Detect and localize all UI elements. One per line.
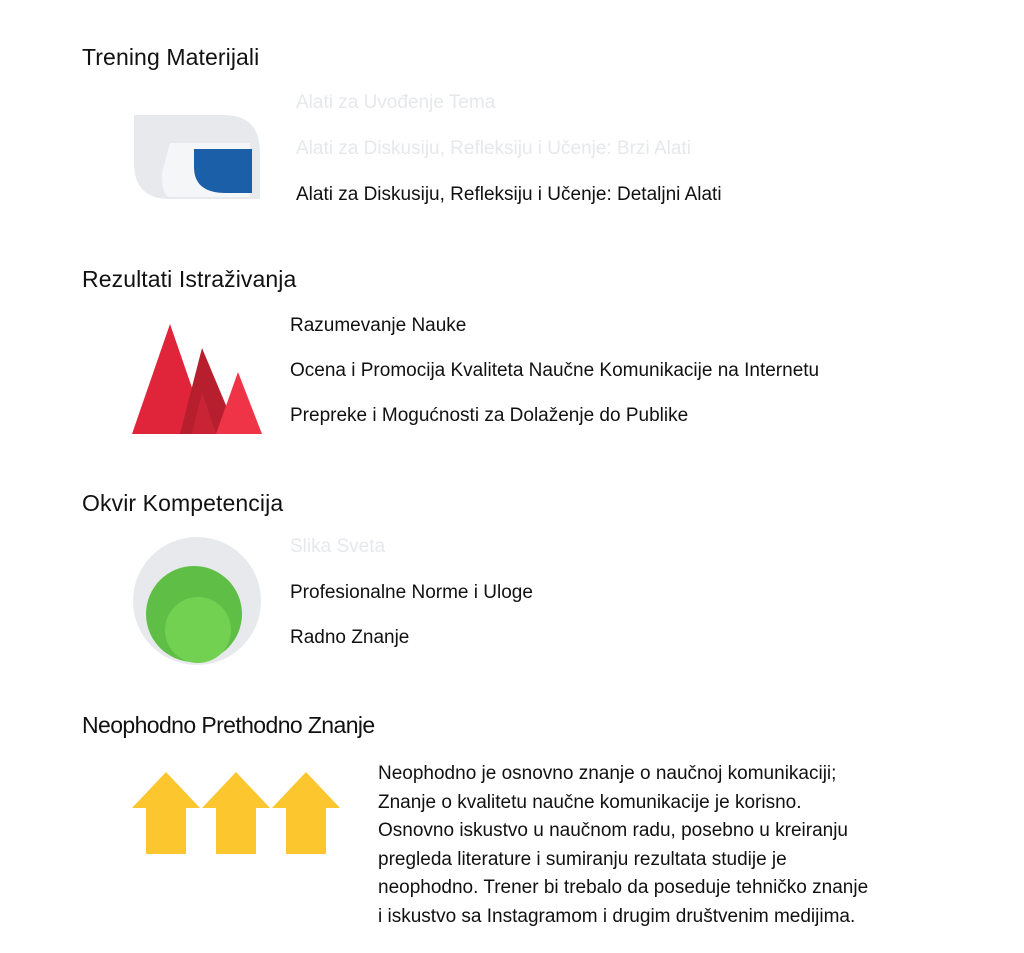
paragraph-line: i iskustvo sa Instagramom i drugim društvenim medijima. bbox=[378, 905, 856, 927]
section-title-prerequisite-knowledge: Neophodno Prethodno Znanje bbox=[82, 712, 375, 738]
link-radno-znanje[interactable]: Radno Znanje bbox=[290, 627, 410, 648]
paragraph-line: neophodno. Trener bi trebalo da poseduje tehničko znanje bbox=[378, 877, 869, 898]
circles-icon bbox=[132, 536, 262, 666]
section-title-training-materials: Trening Materijali bbox=[82, 44, 260, 70]
leaf-icon bbox=[132, 113, 262, 203]
arrows-up-icon bbox=[132, 770, 342, 856]
paragraph-line: Znanje o kvalitetu naučne komunikacije je korisno. bbox=[378, 791, 802, 813]
paragraph-line: pregleda literature i sumiranju rezultata studije je bbox=[378, 848, 787, 870]
prerequisite-paragraph bbox=[378, 760, 978, 931]
link-ocena-promocija[interactable]: Ocena i Promocija Kvaliteta Naučne Komunikacije na Internetu bbox=[290, 360, 820, 381]
link-slika-sveta[interactable]: Slika Sveta bbox=[290, 536, 386, 557]
section-title-research-results: Rezultati Istraživanja bbox=[82, 266, 297, 292]
link-prepreke-mogucnosti[interactable]: Prepreke i Mogućnosti za Dolaženje do Publike bbox=[290, 405, 689, 426]
link-alati-brzi[interactable]: Alati za Diskusiju, Refleksiju i Učenje: Brzi Alati bbox=[296, 138, 691, 159]
paragraph-line: Osnovno iskustvo u naučnom radu, posebno u kreiranju bbox=[378, 820, 848, 841]
paragraph-line: Neophodno je osnovno znanje o naučnoj komunikaciji; bbox=[378, 763, 837, 784]
link-profesionalne-norme[interactable]: Profesionalne Norme i Uloge bbox=[290, 582, 533, 603]
link-alati-uvodjenje-tema[interactable]: Alati za Uvođenje Tema bbox=[296, 92, 496, 113]
section-title-competence-framework: Okvir Kompetencija bbox=[82, 490, 284, 516]
link-alati-detaljni[interactable]: Alati za Diskusiju, Refleksiju i Učenje: Detaljni Alati bbox=[296, 184, 722, 205]
link-razumevanje-nauke[interactable]: Razumevanje Nauke bbox=[290, 315, 467, 336]
mountains-icon bbox=[132, 322, 264, 436]
